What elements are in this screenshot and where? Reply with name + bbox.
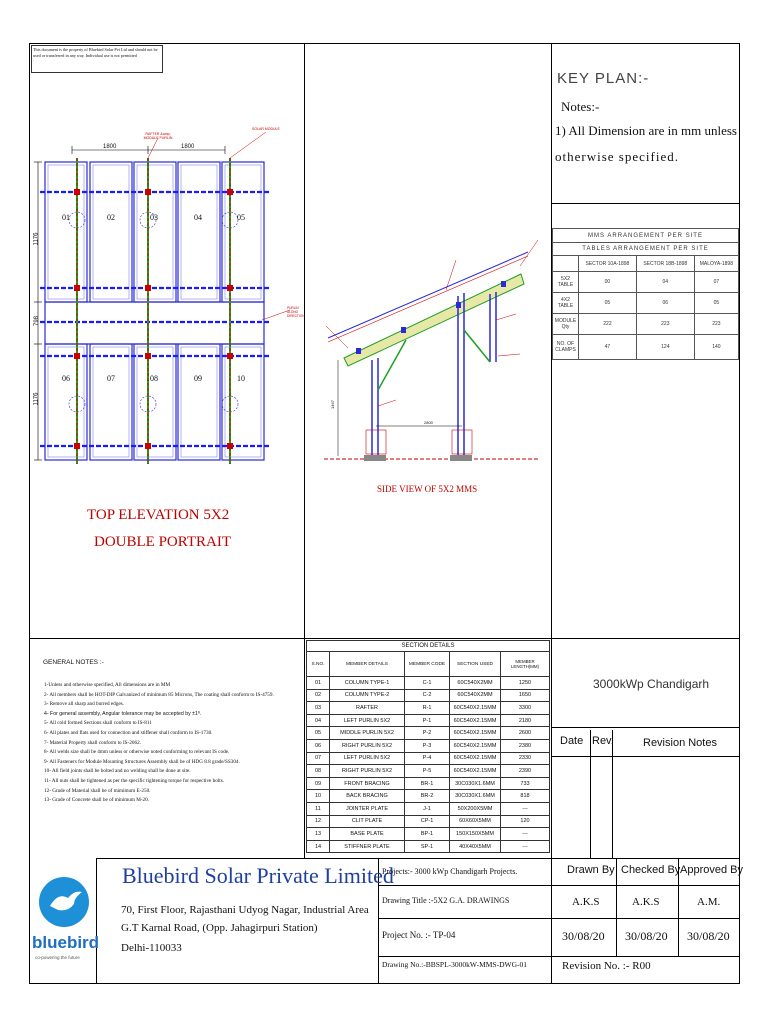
mms-row-label: NO. OF CLAMPS [553,335,579,360]
bluebird-logo-icon [38,872,90,934]
section-cell: BR-1 [405,777,450,790]
panel-number: 10 [237,374,245,383]
divider-vertical-1 [304,43,305,859]
top-dim-1: 1800 [103,144,117,150]
note-1-line-1: 1) All Dimension are in mm unless [555,123,737,138]
divider-keyplan [551,203,740,204]
mms-cell: 07 [694,272,738,293]
section-cell: 2180 [501,714,550,727]
side-view-title: SIDE VIEW OF 5X2 MMS [377,484,478,494]
section-row [307,790,550,803]
mms-cell: 124 [636,335,694,360]
section-cell: BACK BRACING [330,790,405,803]
section-cell: --- [501,840,550,853]
section-header: MEMBER LENGTH(MM) [501,652,550,677]
section-cell: 30C030X1.6MM [450,790,501,803]
project-name: 3000kWp Chandigarh [593,677,710,691]
drawing-no-field: Drawing No.:-BBSPL-3000kW-MMS-DWG-01 [382,960,527,969]
panel-number: 04 [194,213,202,222]
section-cell: --- [501,828,550,841]
general-note: 10- All field joints shall be bolted and no welding shall be done at site. [44,768,191,775]
mms-col-header: SECTOR 10A-1898 [579,256,637,272]
section-row [307,677,550,690]
revision-no-field: Revision No. :- R00 [562,960,651,972]
note-1-line-2: otherwise specified. [555,149,679,164]
section-cell: BR-2 [405,790,450,803]
section-cell: P-1 [405,714,450,727]
section-row [307,840,550,853]
section-cell: 818 [501,790,550,803]
mms-subtitle: TABLES ARRANGEMENT PER SITE [553,243,739,256]
section-cell: BASE PLATE [330,828,405,841]
section-row [307,777,550,790]
mms-cell: 223 [636,314,694,335]
section-cell: P-3 [405,739,450,752]
checked-by-label: Checked By [621,864,681,876]
section-cell: P-4 [405,752,450,765]
projects-field: Projects:- 3000 kWp Chandigarh Projects. [382,867,518,876]
section-cell: RIGHT PURLIN 5X2 [330,765,405,778]
section-row [307,815,550,828]
panel-number: 01 [62,213,70,222]
section-cell: 60C540X2.15MM [450,739,501,752]
section-cell: 01 [307,677,330,690]
side-dim-3: 1176 [33,392,40,406]
disclaimer-text: This document is the property of Bluebird Solar Pvt Ltd and should not be used or transferred in any way. Individual use is not permitted [33,47,158,58]
mms-row-label: 4X2 TABLE [553,293,579,314]
general-note: 1-Unless and otherwise specified, All dimensions are in MM [44,682,171,688]
section-cell: --- [501,802,550,815]
section-cell: 150X150X5MM [450,828,501,841]
side-view-drawing [306,230,550,475]
mms-cell: 140 [694,335,738,360]
section-cell: R-1 [405,702,450,715]
section-cell: 60C540X2.15MM [450,727,501,740]
section-cell: 11 [307,802,330,815]
divider-check [616,858,617,956]
mms-cell: 47 [579,335,637,360]
section-cell: 12 [307,815,330,828]
tb-row-3 [378,956,740,957]
section-cell: P-5 [405,765,450,778]
side-dim-left: 1467 [329,400,335,409]
logo-tagline: co-powering the future [35,955,80,960]
general-notes-list [44,681,302,806]
section-row [307,739,550,752]
section-cell: C-1 [405,677,450,690]
mms-arrangement-table [552,228,739,360]
top-elevation-subtitle: DOUBLE PORTRAIT [94,534,232,550]
general-note: 8- All welds size shall be 4mm unless or otherwise noted conforming to relevant IS code. [44,749,230,756]
side-dim-2: 798 [34,315,41,327]
callout-purlin: PURLIN ALONG DIRECTION [287,306,305,318]
panel-number: 08 [150,374,158,383]
drawn-by-value: A.K.S [572,896,600,908]
section-details-table [306,640,550,853]
tb-row-1 [378,885,740,886]
mms-corner [553,256,579,272]
revision-notes-header: Revision Notes [643,737,717,749]
section-cell: 05 [307,727,330,740]
divider-lower [29,638,740,639]
section-cell: 30C030X1.6MM [450,777,501,790]
section-cell: 60C540X2MM [450,677,501,690]
drawn-date: 30/08/20 [562,929,605,943]
section-cell: BP-1 [405,828,450,841]
company-address-1: 70, First Floor, Rajasthani Udyog Nagar, Industrial Area [121,904,369,916]
mms-row-label: MODULE Qty [553,314,579,335]
section-cell: 07 [307,752,330,765]
section-cell: FRONT BRACING [330,777,405,790]
section-cell: RIGHT PURLIN 5X2 [330,739,405,752]
approved-by-value: A.M. [697,896,721,908]
section-cell: LEFT PURLIN 5X2 [330,714,405,727]
mms-col-header: SECTOR 18B-1898 [636,256,694,272]
section-cell: 60C540X2.15MM [450,702,501,715]
section-cell: 03 [307,702,330,715]
section-cell: 60C540X2MM [450,689,501,702]
panel-number: 09 [194,374,202,383]
section-cell: 60C540X2.15MM [450,714,501,727]
section-header: SECTION USED [450,652,501,677]
general-note: 3- Remove all sharp and burred edges. [44,701,124,708]
section-cell: COLUMN TYPE-1 [330,677,405,690]
top-elevation-drawing [30,120,302,492]
section-header: S.NO. [307,652,330,677]
tb-row-2 [378,918,740,919]
section-cell: 02 [307,689,330,702]
general-note: 4- For general assembly, Angular tolerance may be accepted by ±1º. [44,710,202,717]
company-name: Bluebird Solar Private Limited [122,863,394,888]
section-cell: RAFTER [330,702,405,715]
general-note: 9- All Fasteners for Module Mounting Structures Assembly shall be of HDG 8.8 grade/SS304. [44,758,240,765]
divider-logo [96,858,97,984]
mms-cell: 05 [579,293,637,314]
mms-cell: 05 [694,293,738,314]
section-cell: 09 [307,777,330,790]
revision-col-2 [612,730,613,858]
section-cell: J-1 [405,802,450,815]
logo-text: bluebird [32,933,100,952]
mms-cell: 06 [636,293,694,314]
company-address-3: Delhi-110033 [121,942,182,954]
section-cell: 60C540X2.15MM [450,752,501,765]
general-note: 12- Grade of Material shall be of mimimum E-250. [44,787,151,794]
divider-titleblock [96,858,740,859]
section-cell: 40X40X5MM [450,840,501,853]
section-row [307,702,550,715]
callout-solar-module: SOLAR MODULE [252,127,280,131]
general-note: 6- All plates and flats used for connection and stiffener shall conform to IS-1730. [44,729,213,736]
mms-cell: 00 [579,272,637,293]
section-cell: 10 [307,790,330,803]
section-cell: 08 [307,765,330,778]
mms-cell: 223 [694,314,738,335]
mms-cell: 222 [579,314,637,335]
section-cell: JOINTER PLATE [330,802,405,815]
section-cell: 2380 [501,739,550,752]
drawing-title-field: Drawing Title :-5X2 G.A. DRAWINGS [382,896,510,905]
project-no-field: Project No. :- TP-04 [382,930,456,940]
company-address-2: G.T Karnal Road, (Opp. Jahagirpuri Station) [121,922,318,934]
section-row [307,714,550,727]
section-cell: SP-1 [405,840,450,853]
section-cell: P-2 [405,727,450,740]
general-notes-title: GENERAL NOTES :- [43,659,104,666]
top-elevation-title: TOP ELEVATION 5X2 [87,507,230,523]
section-cell: 13 [307,828,330,841]
section-cell: C-2 [405,689,450,702]
panel-number: 03 [150,213,158,222]
section-details-title: SECTION DETAILS [307,641,550,652]
checked-date: 30/08/20 [625,929,668,943]
general-note: 11- All nuts shall be tightened as per the specific tightening torque for respective bolts. [44,777,225,784]
side-dim-bottom: 2800 [424,420,433,425]
section-cell: COLUMN TYPE-2 [330,689,405,702]
section-header: MEMBER CODE [405,652,450,677]
section-cell: CP-1 [405,815,450,828]
section-cell: 04 [307,714,330,727]
panel-number: 07 [107,374,115,383]
approved-by-label: Approved By [680,864,743,876]
section-cell: LEFT PURLIN 5X2 [330,752,405,765]
section-row [307,727,550,740]
revision-col-1 [590,730,591,858]
section-row [307,689,550,702]
mms-col-header: MALOYA-1898 [694,256,738,272]
mms-row-label: 5X2 TABLE [553,272,579,293]
section-cell: 733 [501,777,550,790]
section-row [307,752,550,765]
section-cell: 60C540X2.15MM [450,765,501,778]
section-cell: 1650 [501,689,550,702]
mms-cell: 04 [636,272,694,293]
divider-project [551,727,740,728]
section-cell: MIDDLE PURLIN 5X2 [330,727,405,740]
section-cell: 120 [501,815,550,828]
section-row [307,828,550,841]
notes-label: Notes:- [561,99,600,114]
section-cell: 2600 [501,727,550,740]
divider-vertical-2 [551,43,552,984]
section-cell: 2390 [501,765,550,778]
key-plan-title: KEY PLAN:- [557,70,650,87]
general-note: 2- All members shall be HOT-DIP Galvanized of minimum 85 Microns, The coating shall conform to IS-4759. [44,691,274,698]
section-cell: 2330 [501,752,550,765]
panel-number: 02 [107,213,115,222]
section-row [307,802,550,815]
general-note: 13- Grade of Concrete shall be of minimum M-20. [44,797,150,804]
panel-number: 06 [62,374,70,383]
section-row [307,765,550,778]
section-cell: 06 [307,739,330,752]
revision-rev-header: Rev. [592,735,614,747]
side-dim-1: 1176 [33,232,40,246]
top-dim-2: 1800 [181,144,195,150]
section-cell: 60X60X5MM [450,815,501,828]
revision-date-header: Date [560,735,584,747]
general-note: 7- Material Property shall conform to IS-2062. [44,739,141,746]
drawn-by-label: Drawn By [567,864,615,876]
section-cell: 1250 [501,677,550,690]
section-cell: CLIT PLATE [330,815,405,828]
callout-rafter: RAFTER &amp; MODULE PURLIN [143,132,173,140]
section-cell: 50X200X5MM [450,802,501,815]
approved-date: 30/08/20 [687,929,730,943]
general-note: 5- All cold formed Sections shall conform to IS-811 [44,720,152,727]
section-cell: 14 [307,840,330,853]
section-cell: STIFFNER PLATE [330,840,405,853]
checked-by-value: A.K.S [632,896,660,908]
mms-title: MMS ARRANGEMENT PER SITE [553,229,739,243]
section-header: MEMBER DETAILS [330,652,405,677]
panel-number: 05 [237,213,245,222]
section-cell: 3300 [501,702,550,715]
